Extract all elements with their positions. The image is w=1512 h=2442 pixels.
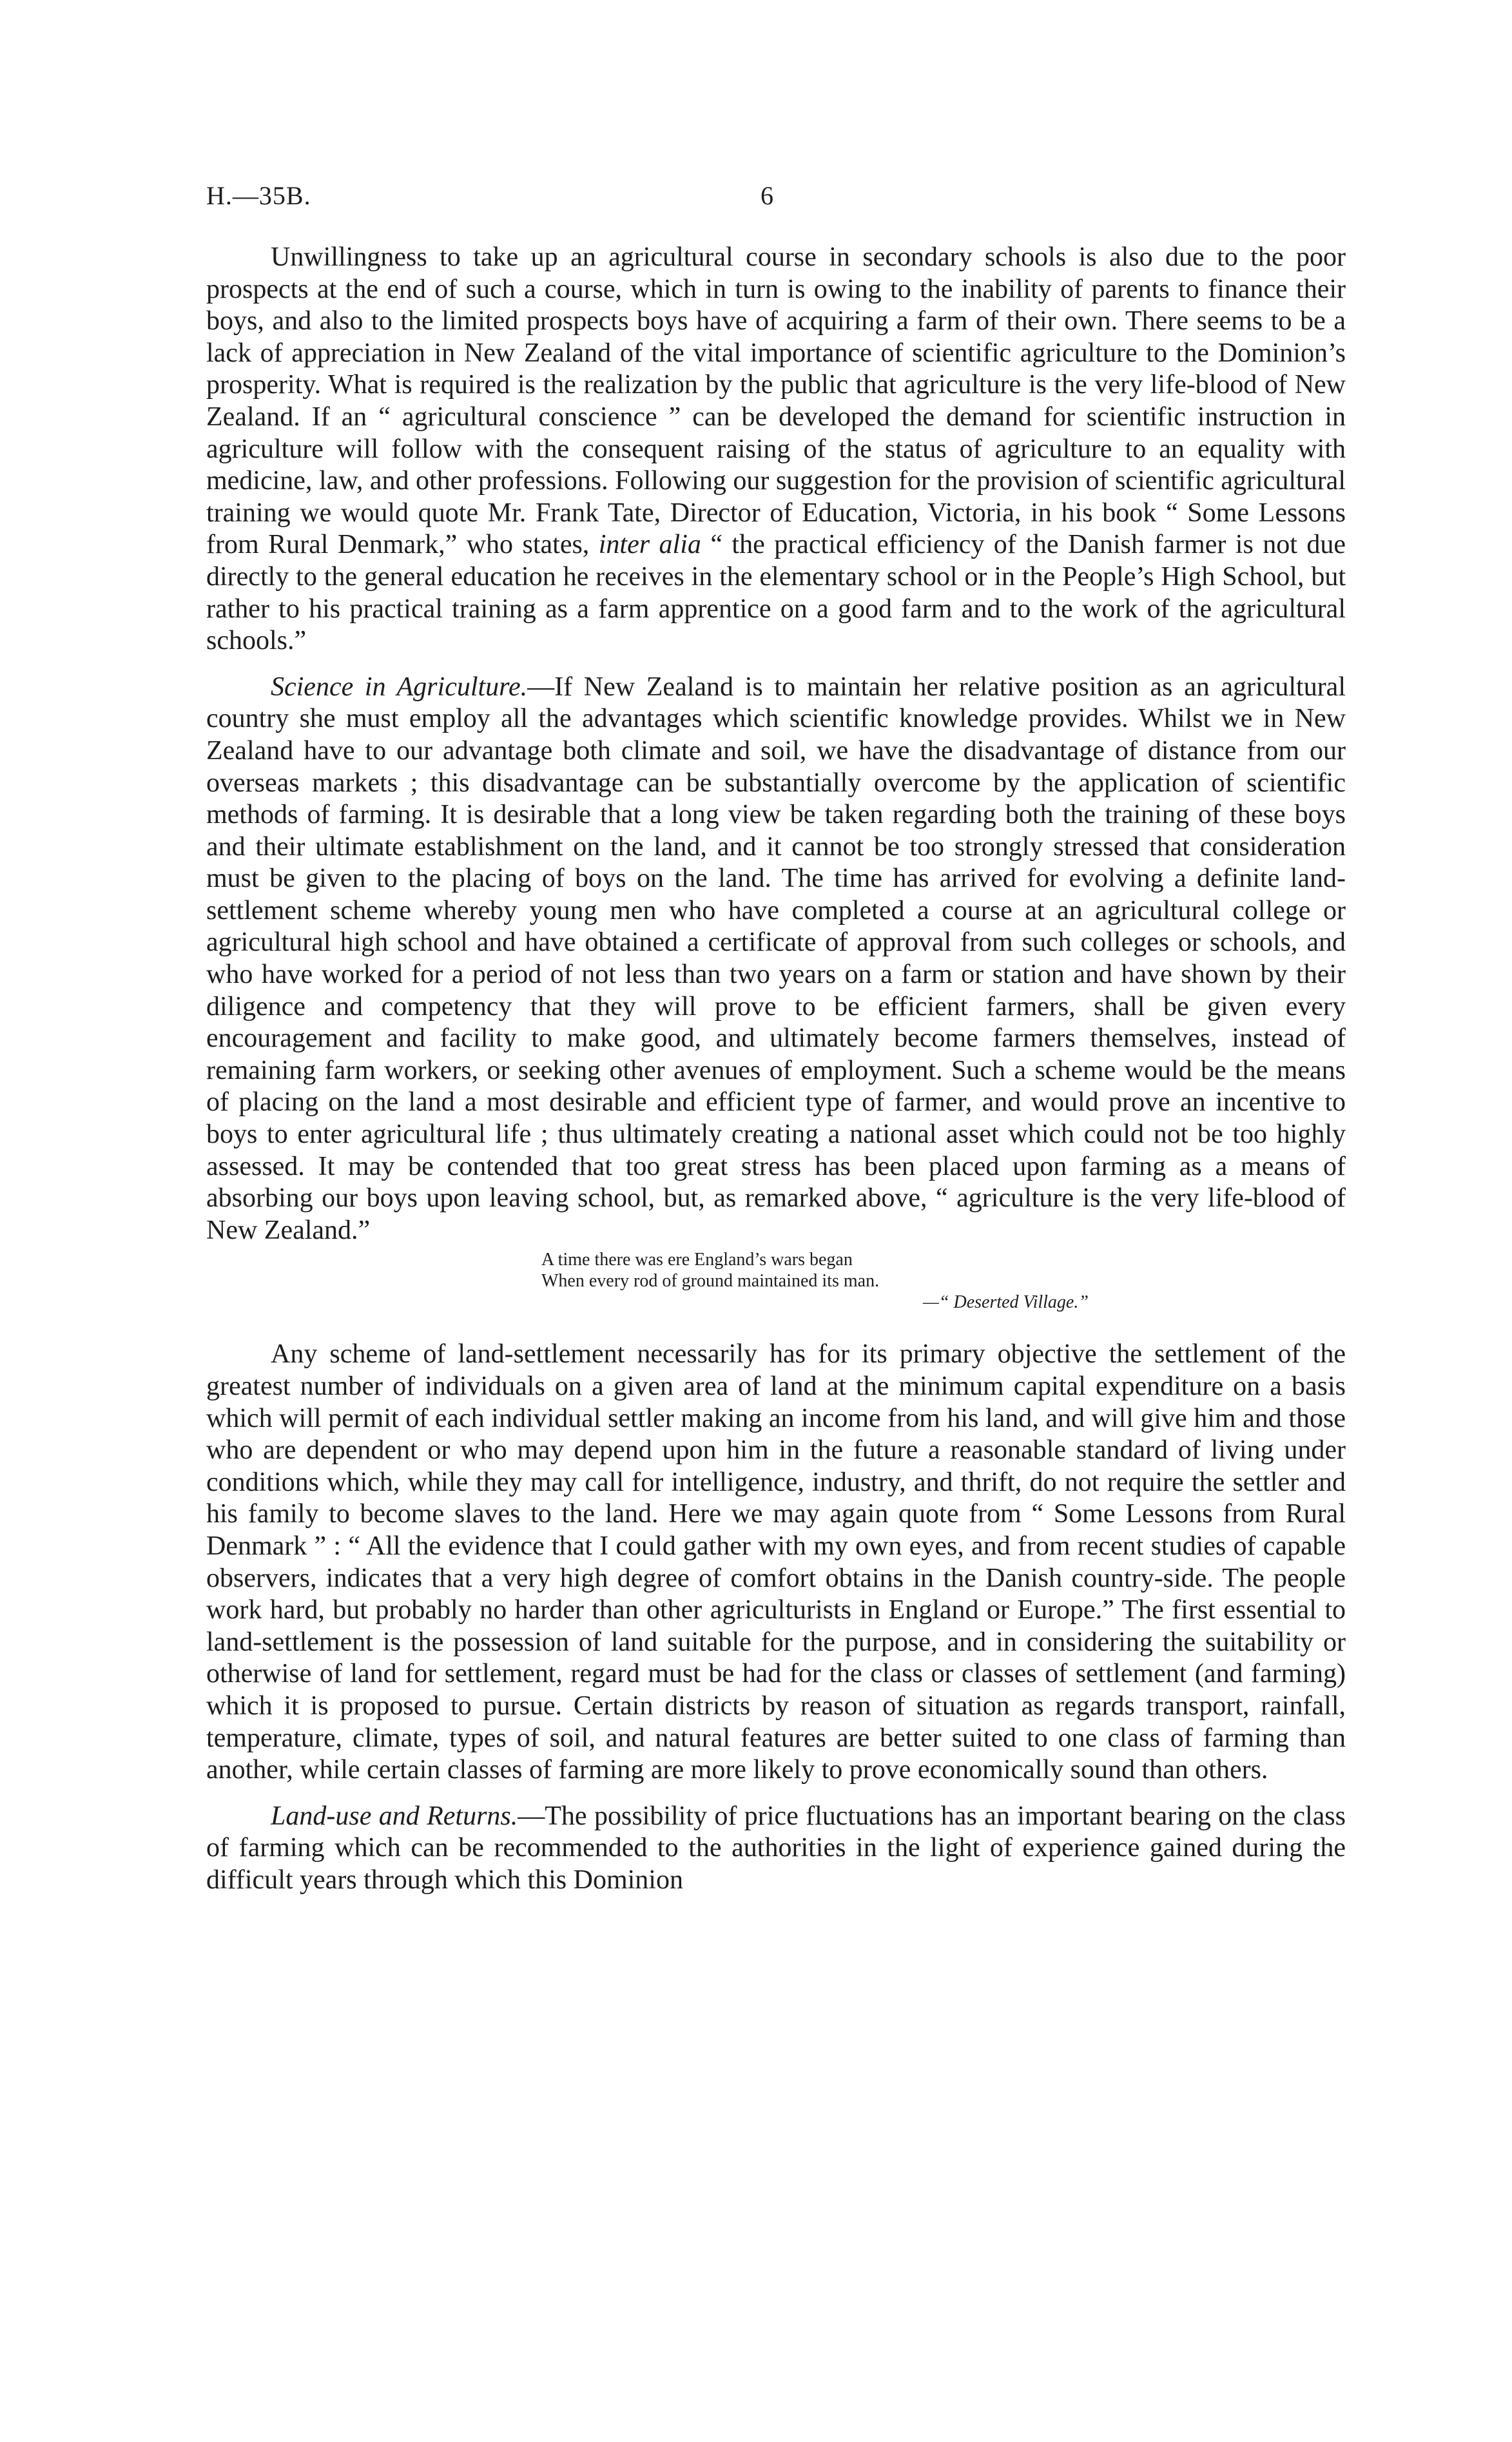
latin-phrase: inter alia xyxy=(598,530,701,560)
paragraph-agricultural-course xyxy=(206,242,1346,657)
paragraph-text: —The possibility of price fluctuations has an important bearing on the class of farming which can be recommended to the authorities in the light of experience gained during the difficult years through which this Dominion xyxy=(206,1801,1346,1895)
page-header xyxy=(206,180,1366,219)
quote-line: A time there was ere England’s wars began xyxy=(541,1250,853,1270)
section-heading-science: Science in Agriculture. xyxy=(271,672,528,702)
paragraph-science-in-agriculture xyxy=(206,672,1346,1247)
paragraph-text: —If New Zealand is to maintain her relative position as an agricultural country she must employ all the advantages which scientific knowledge provides. Whilst we in New Zealand have to our advantage both climate and soil, we have the disadvantage of distance from our overseas markets ; this disadvantage can be substantially overcome by the application of scientific methods of farming. It is desirable that a long view be taken regarding both the training of these boys and their ultimate establishment on the land, and it cannot be too strongly stressed that consideration must be given to the placing of boys on the land. The time has arrived for evolving a definite land-settlement scheme whereby young men who have completed a course at an agricultural college or agricultural high school and have obtained a certificate of approval from such colleges or schools, and who have worked for a period of not less than two years on a farm or station and have shown by their diligence and competency that they will prove to be efficient farmers, shall be given every encouragement and facility to make good, and ultimately become farmers themselves, instead of remaining farm workers, or seeking other avenues of employment. Such a scheme would be the means of placing on the land a most desirable and efficient type of farmer, and would prove an incentive to boys to enter agricultural life ; thus ultimately creating a national asset which could not be too highly assessed. It may be contended that too great stress has been placed upon farming as a means of absorbing our boys upon leaving school, but, as remarked above, “ agriculture is the very life-blood of New Zealand.” xyxy=(206,672,1346,1245)
paragraph-text-continued: “ the practical efficiency of the Danish farmer is not due directly to the general education he receives in the elementary school or in the People’s High School, but rather to his practical training as a farm apprentice on a good farm and to the work of the agricultural schools.” xyxy=(206,530,1346,656)
paragraph-land-settlement xyxy=(206,1339,1346,1786)
paragraph-land-use-returns xyxy=(206,1801,1346,1897)
paragraph-text: Unwillingness to take up an agricultural course in secondary schools is also due to the poor prospects at the end of such a course, which in turn is owing to the inability of parents to finance their boys, and also to the limited prospects boys have of acquiring a farm of their own. There seems to be a lack of appreciation in New Zealand of the vital importance of scientific agriculture to the Dominion’s prosperity. What is required is the realization by the public that agriculture is the very life-blood of New Zealand. If an “ agricultural conscience ” can be developed the demand for scientific instruction in agriculture will follow with the consequent raising of the status of agriculture to an equality with medicine, law, and other professions. Following our suggestion for the provision of scientific agricultural training we would quote Mr. Frank Tate, Director of Education, Victoria, in his book “ Some Lessons from Rural Denmark,” who states, xyxy=(206,242,1346,560)
poem-quotation xyxy=(541,1249,1346,1313)
paragraph-text: Any scheme of land-settlement necessarily has for its primary objective the settlement of the greatest number of individuals on a given area of land at the minimum capital expenditure on a basis which will permit of each individual settler making an income from his land, and will give him and those who are dependent or who may depend upon him in the future a reasonable standard of living under conditions which, while they may call for intelligence, industry, and thrift, do not require the settler and his family to become slaves to the land. Here we may again quote from “ Some Lessons from Rural Denmark ” : “ All the evidence that I could gather with my own eyes, and from recent studies of capable observers, indicates that a very high degree of comfort obtains in the Danish country-side. The people work hard, but probably no harder than other agriculturists in England or Europe.” The first essential to land-settlement is the possession of land suitable for the purpose, and in considering the suitability or otherwise of land for settlement, regard must be had for the class or classes of settlement (and farming) which it is proposed to pursue. Certain districts by reason of situation as regards transport, rainfall, temperature, climate, types of soil, and natural features are better suited to one class of farming than another, while certain classes of farming are more likely to prove economically sound than others. xyxy=(206,1339,1346,1785)
quote-attribution: —“ Deserted Village.” xyxy=(923,1292,1089,1313)
quote-line: When every rod of ground maintained its man. xyxy=(541,1271,880,1292)
document-reference: H.—35B. xyxy=(206,181,311,210)
body-text xyxy=(206,242,1346,1897)
section-heading-land-use: Land-use and Returns. xyxy=(271,1801,518,1831)
page-number: 6 xyxy=(761,181,773,210)
